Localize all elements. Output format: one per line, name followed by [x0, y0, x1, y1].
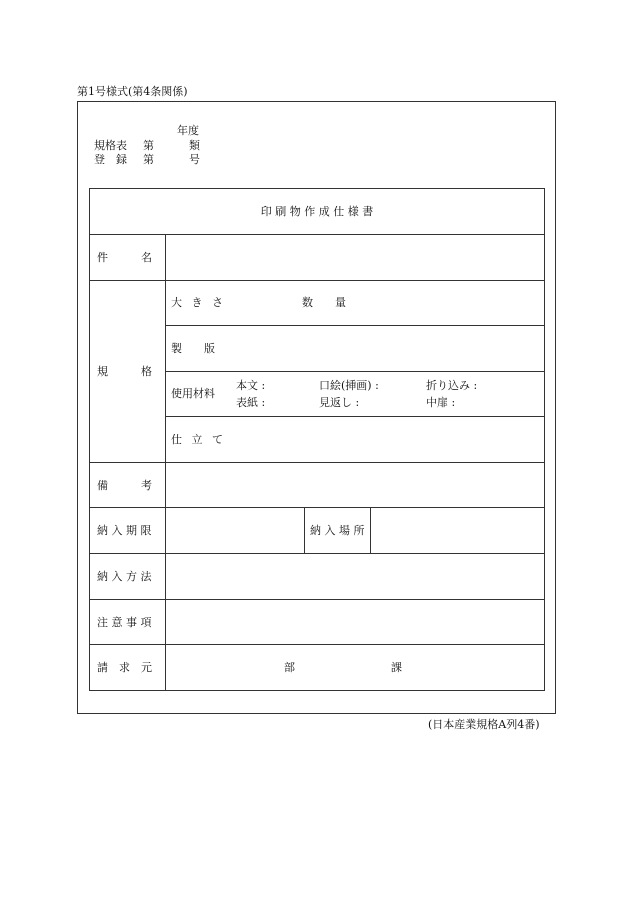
row-divider [165, 371, 545, 372]
body-text-label: 本文 : [236, 379, 266, 392]
delivery-column-divider [304, 507, 305, 553]
row-divider [89, 280, 545, 281]
notes-field[interactable] [170, 605, 540, 639]
standard-note: (日本産業規格A列4番) [428, 718, 540, 731]
quantity-label: 数 量 [302, 296, 346, 309]
row-divider [89, 462, 545, 463]
frontispiece-label: 口絵(挿画) : [319, 379, 379, 392]
subject-field[interactable] [170, 240, 540, 274]
label-column-divider [165, 234, 166, 691]
cover-label: 表紙 : [236, 396, 266, 409]
row-divider [89, 553, 545, 554]
form-title: 印 刷 物 作 成 仕 様 書 [260, 205, 374, 218]
insert-label: 折り込み : [426, 379, 478, 392]
finishing-label: 仕 立 て [171, 433, 226, 446]
spec-dai-label: 第 [143, 139, 154, 152]
delivery-method-label: 納 入 方 法 [97, 570, 152, 583]
form-number: 第1号様式(第4条関係) [77, 85, 188, 98]
registration-label: 登 録 [94, 153, 127, 166]
row-divider [165, 325, 545, 326]
delivery-deadline-field[interactable] [170, 513, 298, 547]
spec-rui-label: 類 [189, 139, 200, 152]
row-divider [89, 599, 545, 600]
half-title-label: 中扉 : [426, 396, 456, 409]
registration-dai-label: 第 [143, 153, 154, 166]
delivery-place-label: 納 入 場 所 [310, 524, 365, 537]
table-bottom-border [89, 690, 545, 691]
delivery-column-divider [370, 507, 371, 553]
subject-label: 件 名 [97, 251, 152, 264]
delivery-method-field[interactable] [170, 559, 540, 593]
row-divider [89, 234, 545, 235]
plate-making-label: 製 版 [171, 342, 215, 355]
row-divider [89, 507, 545, 508]
section-label: 課 [391, 661, 402, 674]
table-top-border [89, 188, 545, 189]
spec-table-label: 規格表 [94, 139, 127, 152]
table-right-border [544, 188, 545, 691]
endpaper-label: 見返し : [319, 396, 360, 409]
row-divider [165, 416, 545, 417]
materials-label: 使用材料 [171, 387, 215, 400]
remarks-label: 備 考 [97, 479, 152, 492]
notes-label: 注 意 事 項 [97, 616, 152, 629]
billing-label: 請 求 元 [97, 661, 152, 674]
year-label: 年度 [177, 124, 199, 137]
table-left-border [89, 188, 90, 691]
row-divider [89, 644, 545, 645]
delivery-place-field[interactable] [376, 513, 540, 547]
remarks-field[interactable] [170, 468, 540, 502]
registration-go-label: 号 [189, 153, 200, 166]
size-label: 大 き さ [171, 296, 226, 309]
spec-row-label: 規 格 [97, 365, 152, 378]
department-label: 部 [284, 661, 295, 674]
delivery-deadline-label: 納 入 期 限 [97, 524, 152, 537]
